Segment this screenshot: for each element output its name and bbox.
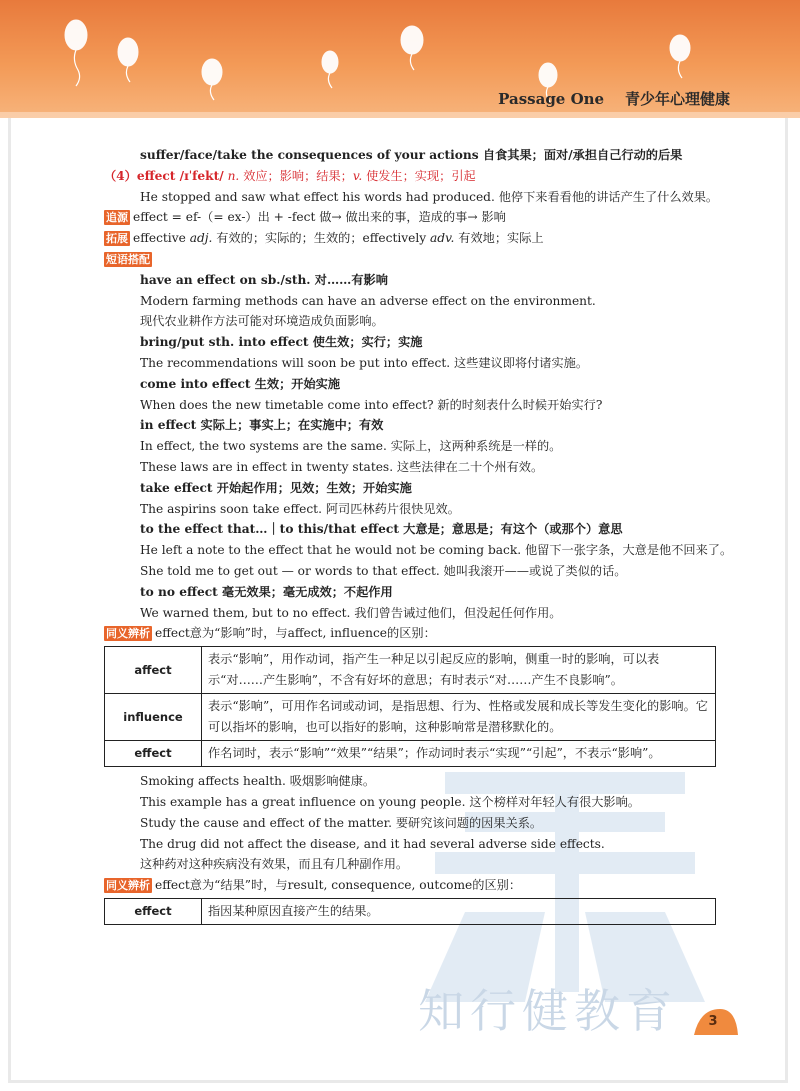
pos-adv: adv. <box>430 231 455 246</box>
example-translation: 这种药对这种疾病没有效果，而且有几种副作用。 <box>140 857 409 872</box>
table-desc: 表示“影响”，可用作名词或动词，是指思想、行为、性格或发展和成长等发生变化的影响。它可以指坏的影响，也可以指好的影响，这种影响常是潜移默化的。 <box>202 694 716 741</box>
phrase-item: to no effect 毫无效果；毫无成效；不起作用 <box>140 584 393 599</box>
main-content <box>104 145 733 929</box>
example-sentence: He stopped and saw what effect his words had produced. 他停下来看看他的讲话产生了什么效果。 <box>140 189 719 204</box>
topic-label: 青少年心理健康 <box>624 90 730 108</box>
page-number-badge <box>690 1005 742 1039</box>
table-desc: 表示“影响”，用作动词，指产生一种足以引起反应的影响，侧重一时的影响，可以表示“对……产生影响”，不含有好坏的意思；有时表示“对……产生不良影响”。 <box>202 647 716 694</box>
verb-definition: 使发生；实现；引起 <box>366 168 476 183</box>
example-sentence: She told me to get out — or words to that effect. 她叫我滚开——或说了类似的话。 <box>140 563 627 578</box>
table-row <box>105 898 716 924</box>
header-banner <box>0 0 800 118</box>
synonym-tag: 同义辨析 <box>106 879 150 893</box>
result-table <box>104 898 716 925</box>
origin-line <box>104 207 719 228</box>
example-sentence: Smoking affects health. 吸烟影响健康。 <box>140 774 376 789</box>
noun-definition: 效应；影响；结果； <box>243 168 353 183</box>
example-sentence: Study the cause and effect of the matter. 要研究该问题的因果关系。 <box>140 815 543 830</box>
synonym-line <box>104 623 719 644</box>
synonym-text: effect意为“影响”时，与affect, influence的区别： <box>155 626 436 641</box>
synonym-line <box>104 875 719 896</box>
example-sentence: When does the new timetable come into effect? 新的时刻表什么时候开始实行? <box>140 397 603 412</box>
comparison-table <box>104 646 716 767</box>
example-sentence: In effect, the two systems are the same. 实际上，这两种系统是一样的。 <box>140 439 562 454</box>
entry-word: （4）effect /ɪˈfekt/ <box>104 168 224 183</box>
example-sentence: The drug did not affect the disease, and it had several adverse side effects. <box>140 836 605 851</box>
synonym-text: effect意为“结果”时，与result, consequence, outcome的区别： <box>155 878 522 893</box>
extend-def: 有效的；实际的；生效的；effectively <box>212 231 431 246</box>
table-desc: 作名词时，表示“影响”“效果”“结果”；作动词时表示“实现”“引起”，不表示“影响”。 <box>202 741 716 767</box>
extend-word: effective <box>133 231 190 246</box>
phrase-item: have an effect on sb./sth. 对……有影响 <box>140 272 388 287</box>
origin-text: effect = ef-（= ex-）出 + -fect 做→ 做出来的事，造成的事→ 影响 <box>133 210 506 225</box>
table-word: affect <box>105 647 202 694</box>
example-sentence: This example has a great influence on young people. 这个榜样对年轻人有很大影响。 <box>140 794 640 809</box>
phrase-item: bring/put sth. into effect 使生效；实行；实施 <box>140 335 423 350</box>
extend-line <box>104 228 719 249</box>
table-desc: 指因某种原因直接产生的结果。 <box>202 898 716 924</box>
page-number: 3 <box>708 1014 718 1029</box>
header-title <box>498 88 730 109</box>
synonym-tag: 同义辨析 <box>106 627 150 641</box>
phrase-item: in effect 实际上；事实上；在实施中；有效 <box>140 418 384 433</box>
phrase-line: suffer/face/take the consequences of your actions 自食其果；面对/承担自己行动的后果 <box>140 148 683 162</box>
passage-label: Passage One <box>498 90 605 108</box>
phrase-item: come into effect 生效；开始实施 <box>140 376 341 391</box>
phrases-heading <box>104 249 719 270</box>
table-row <box>105 694 716 741</box>
phrases-tag: 短语搭配 <box>106 252 150 266</box>
example-sentence: He left a note to the effect that he would not be coming back. 他留下一张字条，大意是他不回来了。 <box>140 543 733 558</box>
table-word: influence <box>105 694 202 741</box>
phrase-item: take effect 开始起作用；见效；生效；开始实施 <box>140 480 412 495</box>
entry-heading <box>104 166 719 187</box>
extend-def-2: 有效地；实际上 <box>454 231 544 246</box>
extend-tag: 拓展 <box>106 232 128 246</box>
origin-tag: 追源 <box>106 211 128 225</box>
table-word: effect <box>105 741 202 767</box>
example-translation: 现代农业耕作方法可能对环境造成负面影响。 <box>140 314 384 329</box>
example-sentence: We warned them, but to no effect. 我们曾告诫过他们，但没起任何作用。 <box>140 605 562 620</box>
phrase-item: to the effect that…｜to this/that effect 大意是；意思是；有这个（或那个）意思 <box>140 522 623 537</box>
example-sentence: The recommendations will soon be put into effect. 这些建议即将付诸实施。 <box>140 355 589 370</box>
watermark-text: 知行健教育 <box>418 984 678 1038</box>
table-row <box>105 647 716 694</box>
pos-noun: n. <box>223 168 244 183</box>
example-sentence: The aspirins soon take effect. 阿司匹林药片很快见效。 <box>140 501 460 516</box>
example-sentence: Modern farming methods can have an adverse effect on the environment. <box>140 293 596 308</box>
table-word: effect <box>105 898 202 924</box>
table-row <box>105 741 716 767</box>
example-sentence: These laws are in effect in twenty states. 这些法律在二十个州有效。 <box>140 459 544 474</box>
pos-adj: adj. <box>189 231 213 246</box>
pos-verb: v. <box>352 168 367 183</box>
